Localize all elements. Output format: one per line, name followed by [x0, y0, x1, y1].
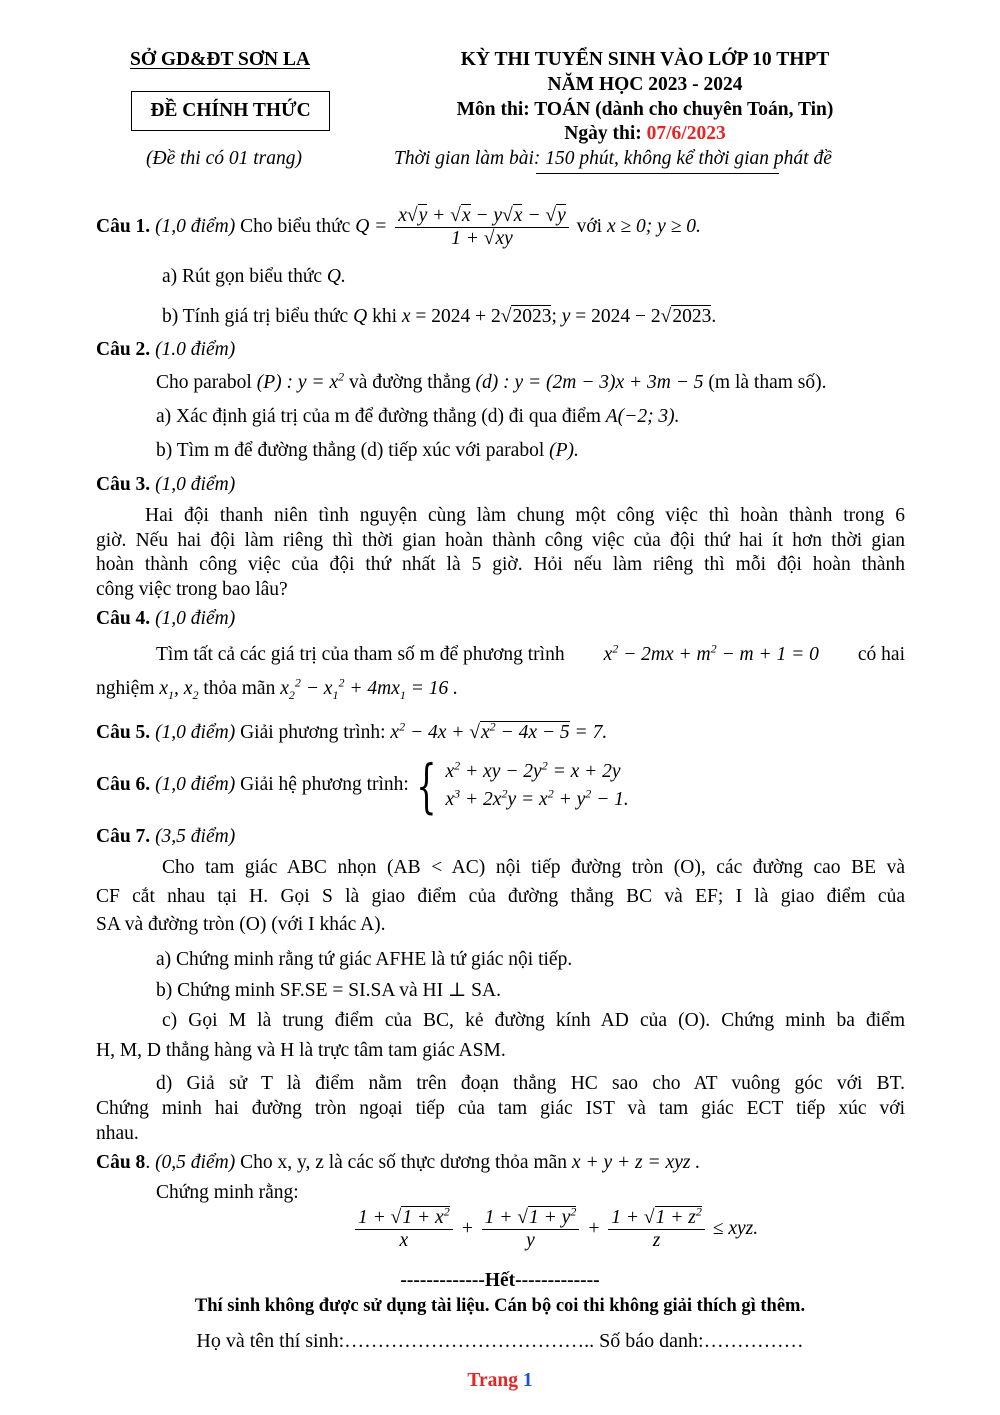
- question-5-label: Câu 5.: [96, 722, 151, 743]
- question-1b-when: khi: [372, 306, 397, 327]
- question-6-points: (1,0 điểm): [155, 774, 236, 795]
- question-2-line1: Cho parabol (P) : $y = x^2$ và đường thẳng (d) : y = (2m − 3)x + 3m − 5 (m là tham số).: [156, 369, 827, 393]
- exam-date-line: [380, 122, 910, 146]
- question-6-line: [96, 751, 629, 820]
- question-7c-line1: c) Gọi M là trung điểm của BC, kẻ đường kính AD của (O). Chứng minh ba điểm: [162, 1010, 905, 1031]
- question-3-line2: giờ. Nếu hai đội làm riêng thì thời gian hoàn thành công việc của đội thứ hai ít hơn thời gian: [96, 530, 905, 551]
- question-7-line3: SA và đường tròn (O) (với I khác A).: [96, 914, 386, 935]
- question-1-intro: Cho biểu thức: [240, 216, 351, 237]
- question-2a: [156, 405, 680, 429]
- question-1-label: Câu 1.: [96, 216, 151, 237]
- question-5-text: Giải phương trình:: [240, 722, 386, 743]
- question-1-line: [96, 204, 701, 250]
- question-3-points: (1,0 điểm): [155, 474, 236, 495]
- question-1b: b) Tính giá trị biểu thức Q khi x = 2024 + 2√2023; y = 2024 − 2√2023.: [162, 306, 717, 327]
- question-7-line1: Cho tam giác ABC nhọn (AB < AC) nội tiếp đường tròn (O), các đường cao BE và: [162, 857, 905, 878]
- question-7a: a) Chứng minh rằng tứ giác AFHE là tứ giác nội tiếp.: [156, 949, 573, 970]
- question-4-roots-text: nghiệm: [96, 678, 155, 699]
- q5-equation: $x^2 - 4x + √x^2 - 4x - 5 = 7$.: [390, 719, 608, 743]
- exam-subject: Môn thi: TOÁN (dành cho chuyên Toán, Tin): [456, 99, 834, 120]
- question-3-line4: công việc trong bao lâu?: [96, 579, 288, 600]
- question-3-line3: hoàn thành công việc của đội thứ nhất là 5 giờ. Hỏi nếu làm riêng thì mỗi đội hoàn thành: [96, 554, 905, 575]
- question-7-label: Câu 7.: [96, 826, 151, 847]
- q1-fraction: $\frac{x√y + √x - y√x - √y}{1 + √xy}$: [395, 205, 569, 250]
- q4-equation: $x^2 - 2mx + m^2 - m + 1 = 0$: [603, 641, 819, 665]
- question-8-points: (0,5 điểm): [155, 1152, 236, 1173]
- q8-fraction-z: $\frac{1 + √1 + z^2}{z}$: [608, 1207, 705, 1252]
- system-brace: {: [416, 751, 437, 820]
- question-5-points: (1,0 điểm): [155, 722, 236, 743]
- exam-date-value: 07/6/2023: [646, 123, 726, 144]
- question-6-text: Giải hệ phương trình:: [240, 774, 409, 795]
- question-2-label: Câu 2.: [96, 339, 151, 360]
- q1-condition-math: x ≥ 0; y ≥ 0.: [606, 216, 701, 237]
- question-1b-text: b) Tính giá trị biểu thức: [162, 306, 349, 327]
- question-7c-line2: H, M, D thẳng hàng và H là trực tâm tam giác ASM.: [96, 1040, 506, 1061]
- question-8-prove: Chứng minh rằng:: [156, 1182, 299, 1203]
- question-8-line: Câu 8. (0,5 điểm) Cho x, y, z là các số thực dương thỏa mãn x + y + z = xyz .: [96, 1152, 701, 1173]
- question-8-text: Cho x, y, z là các số thực dương thỏa mãn: [240, 1152, 568, 1173]
- question-1a-text: a) Rút gọn biểu thức: [162, 266, 323, 287]
- school-year: NĂM HỌC 2023 - 2024: [547, 74, 743, 95]
- q8-inequality: $\frac{1 + √1 + x^2}{x}$ + $\frac{1 + √1 + y^2}{y}$ + $\frac{1 + √1 + z^2}{z}$ ≤ xyz.: [352, 1207, 758, 1252]
- question-2b: [156, 439, 579, 463]
- question-1-points: (1,0 điểm): [155, 216, 236, 237]
- question-4-text: Tìm tất cả các giá trị của tham số m để phương trình: [156, 644, 565, 665]
- question-4-heading: [96, 607, 235, 631]
- question-2a-point: A(−2; 3).: [605, 406, 680, 427]
- q2-parameter-note: (m là tham số).: [708, 372, 827, 393]
- question-7-points: (3,5 điểm): [155, 826, 236, 847]
- department-name: SỞ GD&ĐT SƠN LA: [130, 49, 311, 70]
- question-3-line1: Hai đội thanh niên tình nguyện cùng làm chung một công việc thì hoàn thành trong 6: [145, 505, 905, 526]
- page-indicator: [0, 1369, 1000, 1393]
- question-4-points: (1,0 điểm): [155, 608, 236, 629]
- official-exam-badge: ĐỀ CHÍNH THỨC: [131, 91, 330, 131]
- question-3-label: Câu 3.: [96, 474, 151, 495]
- question-2b-text: b) Tìm m để đường thẳng (d) tiếp xúc với parabol: [156, 440, 545, 461]
- question-1a: a) Rút gọn biểu thức Q.: [162, 266, 346, 287]
- page-label: Trang: [467, 1370, 518, 1391]
- question-7d-line1: d) Giả sử T là điểm nằm trên đoạn thẳng HC sao cho AT vuông góc với BT.: [156, 1073, 905, 1094]
- question-2-heading: [96, 338, 235, 362]
- pages-note: (Đề thi có 01 trang): [146, 148, 302, 169]
- question-6-label: Câu 6.: [96, 774, 151, 795]
- q2-parabol-text: Cho parabol: [156, 372, 252, 393]
- question-7b: b) Chứng minh SF.SE = SI.SA và HI ⊥ SA.: [156, 980, 501, 1001]
- q2-line-text: và đường thẳng: [348, 372, 471, 393]
- duration-underline: [536, 173, 779, 174]
- question-4-condition-text: thỏa mãn: [203, 678, 276, 699]
- question-2-points: (1.0 điểm): [155, 339, 236, 360]
- question-7-line2: CF cắt nhau tại H. Gọi S là giao điểm của đường thẳng BC và EF; I là giao điểm của: [96, 886, 905, 907]
- question-5-line: [96, 721, 607, 745]
- question-2a-text: a) Xác định giá trị của m để đường thẳng (d) đi qua điểm: [156, 406, 601, 427]
- candidate-info-line: Họ và tên thí sinh:……………………………….. Số báo danh:……………: [196, 1330, 804, 1352]
- q1-expression: Q = $\frac{x√y + √x - y√x - √y}{1 + √xy}$: [355, 205, 572, 250]
- question-4-line2: nghiệm $x_1$, $x_2$ thỏa mãn $x_2^2 - x_1^2 + 4mx_1 = 16$ .: [96, 675, 459, 702]
- q6-system: $x^2$ + xy − $2y^2 = x + 2y$ $x^3 + 2x^2y = x^2 + y^2 - 1$.: [445, 758, 629, 810]
- exam-title: KỲ THI TUYỂN SINH VÀO LỚP 10 THPT: [460, 49, 830, 70]
- end-mark: -------------Hết-------------: [400, 1270, 600, 1291]
- page-number: 1: [522, 1370, 533, 1391]
- q8-fraction-x: $\frac{1 + √1 + x^2}{x}$: [355, 1207, 453, 1252]
- question-3-heading: [96, 473, 235, 497]
- question-4-line1: [156, 643, 905, 667]
- question-7-heading: [96, 825, 235, 849]
- question-8-label: Câu 8: [96, 1152, 146, 1173]
- question-2b-end: (P).: [549, 440, 579, 461]
- question-7d-line2: Chứng minh hai đường tròn ngoại tiếp của tam giác IST và tam giác ECT tiếp xúc với: [96, 1098, 905, 1119]
- question-7d-line3: nhau.: [96, 1123, 139, 1144]
- question-4-end: có hai: [857, 644, 905, 665]
- q8-fraction-y: $\frac{1 + √1 + y^2}{y}$: [482, 1207, 580, 1252]
- q8-condition: x + y + z = xyz .: [571, 1152, 701, 1173]
- exam-date-label: Ngày thi:: [564, 123, 647, 144]
- exam-duration: Thời gian làm bài: 150 phút, không kể thời gian phát đề: [394, 148, 832, 169]
- candidate-note: Thí sinh không được sử dụng tài liệu. Cán bộ coi thi không giải thích gì thêm.: [194, 1296, 806, 1316]
- q1-condition: với: [576, 216, 603, 237]
- question-4-label: Câu 4.: [96, 608, 151, 629]
